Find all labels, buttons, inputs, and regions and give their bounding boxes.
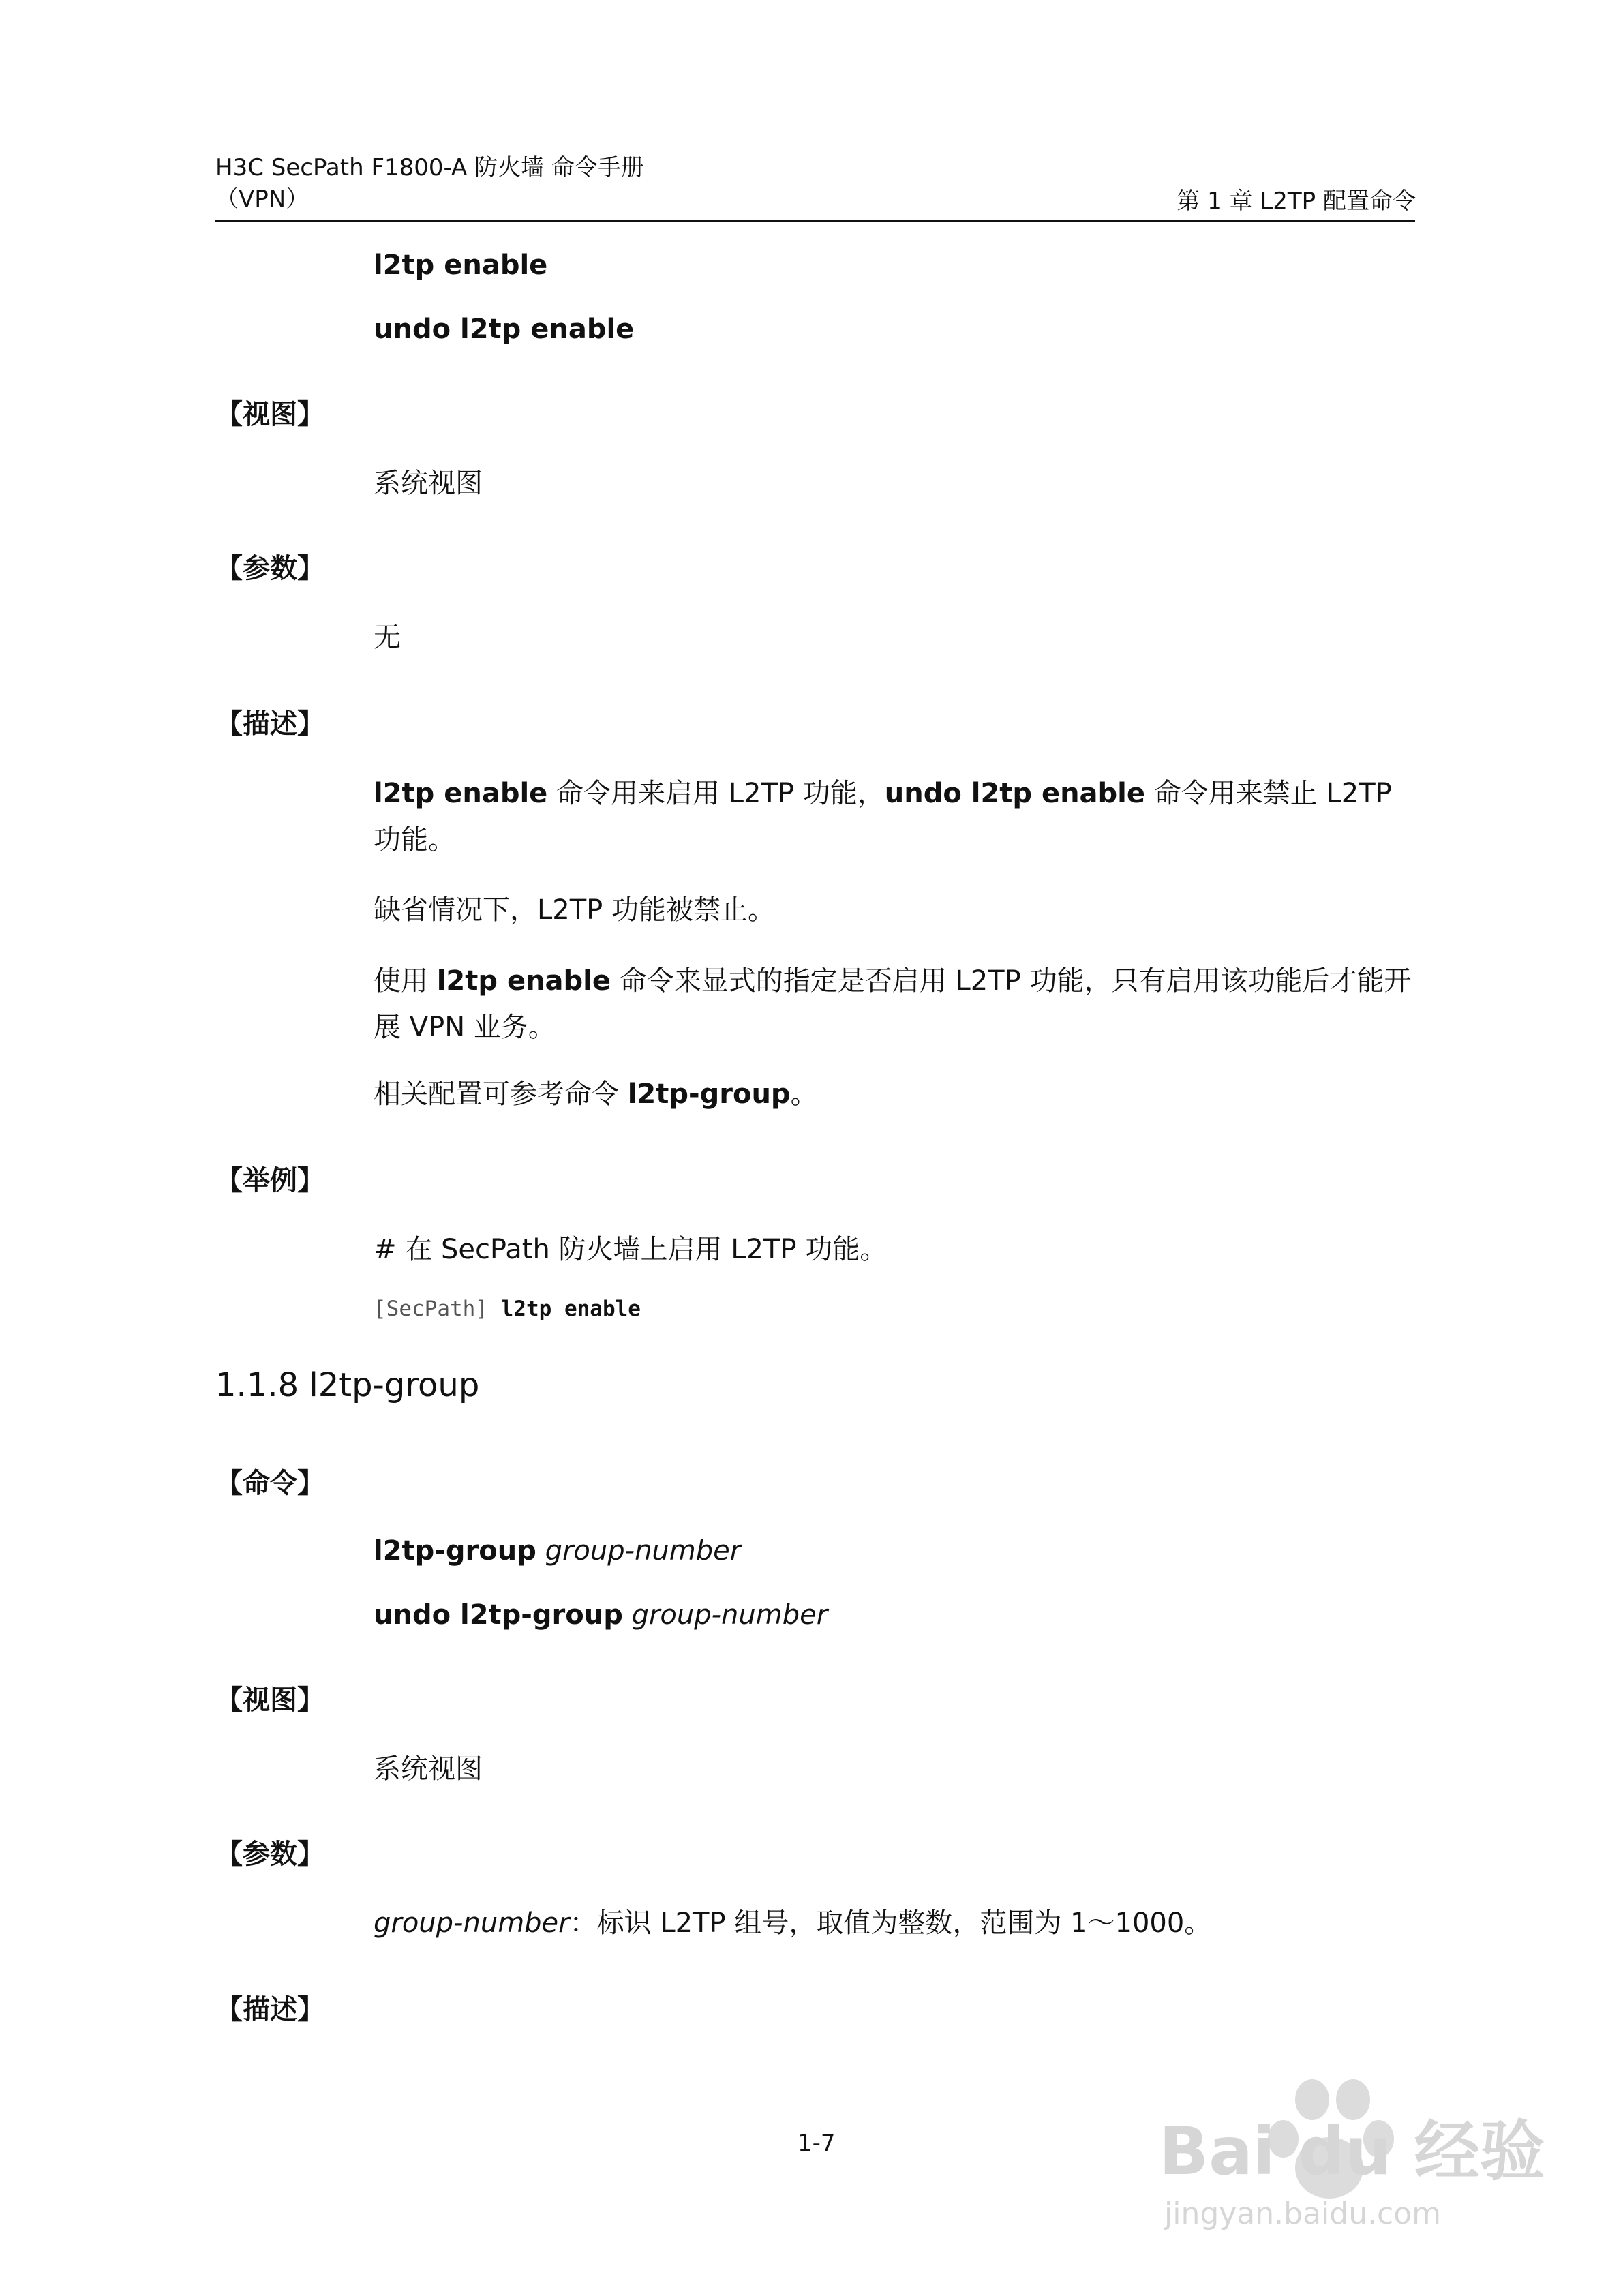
- example-code: [SecPath] l2tp enable: [374, 1297, 641, 1321]
- command-l2tp-group: l2tp-group group-number: [374, 1535, 742, 1567]
- command-l2tp-enable: l2tp enable: [374, 250, 548, 281]
- watermark-url: jingyan.baidu.com: [1164, 2196, 1442, 2231]
- cmd-l2tp-enable: l2tp enable: [436, 965, 611, 997]
- header-chapter: 第 1 章 L2TP 配置命令: [1177, 187, 1416, 215]
- desc-heading: 【描述】: [215, 708, 324, 740]
- example-text: # 在 SecPath 防火墙上启用 L2TP 功能。: [374, 1234, 888, 1265]
- page-number: 1-7: [798, 2130, 836, 2157]
- param-description: group-number：标识 L2TP 组号，取值为整数，范围为 1～1000。: [374, 1907, 1212, 1939]
- params-text: 无: [374, 622, 401, 653]
- view-heading-2: 【视图】: [215, 1685, 324, 1716]
- params-heading-2: 【参数】: [215, 1839, 324, 1870]
- command-undo-l2tp-group: undo l2tp-group group-number: [374, 1599, 828, 1631]
- example-heading: 【举例】: [215, 1165, 324, 1196]
- cmd-heading: 【命令】: [215, 1468, 324, 1499]
- section-heading-l2tp-group: 1.1.8 l2tp-group: [215, 1366, 480, 1404]
- cmd-undo-l2tp-enable: undo l2tp enable: [884, 778, 1146, 809]
- desc-paragraph-4: 相关配置可参考命令 l2tp-group。: [374, 1078, 818, 1110]
- header-title: H3C SecPath F1800-A 防火墙 命令手册: [215, 154, 644, 181]
- view-text: 系统视图: [374, 468, 483, 499]
- desc-heading-2: 【描述】: [215, 1994, 324, 2025]
- cmd-l2tp-group: l2tp-group: [627, 1078, 791, 1110]
- view-heading: 【视图】: [215, 399, 324, 430]
- header-rule: [215, 220, 1415, 222]
- watermark-brand: Bai du 经验: [1159, 2113, 1545, 2190]
- desc-paragraph-2: 缺省情况下，L2TP 功能被禁止。: [374, 894, 776, 926]
- view-text-2: 系统视图: [374, 1753, 483, 1785]
- desc-paragraph-3: 使用 l2tp enable 命令来显式的指定是否启用 L2TP 功能，只有启用该功能后才能开展 VPN 业务。: [374, 965, 1412, 1043]
- command-undo-l2tp-enable: undo l2tp enable: [374, 314, 635, 345]
- desc-paragraph-1: l2tp enable 命令用来启用 L2TP 功能，undo l2tp enable 命令用来禁止 L2TP 功能。: [374, 778, 1392, 856]
- cmd-l2tp-enable: l2tp enable: [374, 778, 548, 809]
- header-subtitle: （VPN）: [215, 185, 309, 213]
- params-heading: 【参数】: [215, 553, 324, 584]
